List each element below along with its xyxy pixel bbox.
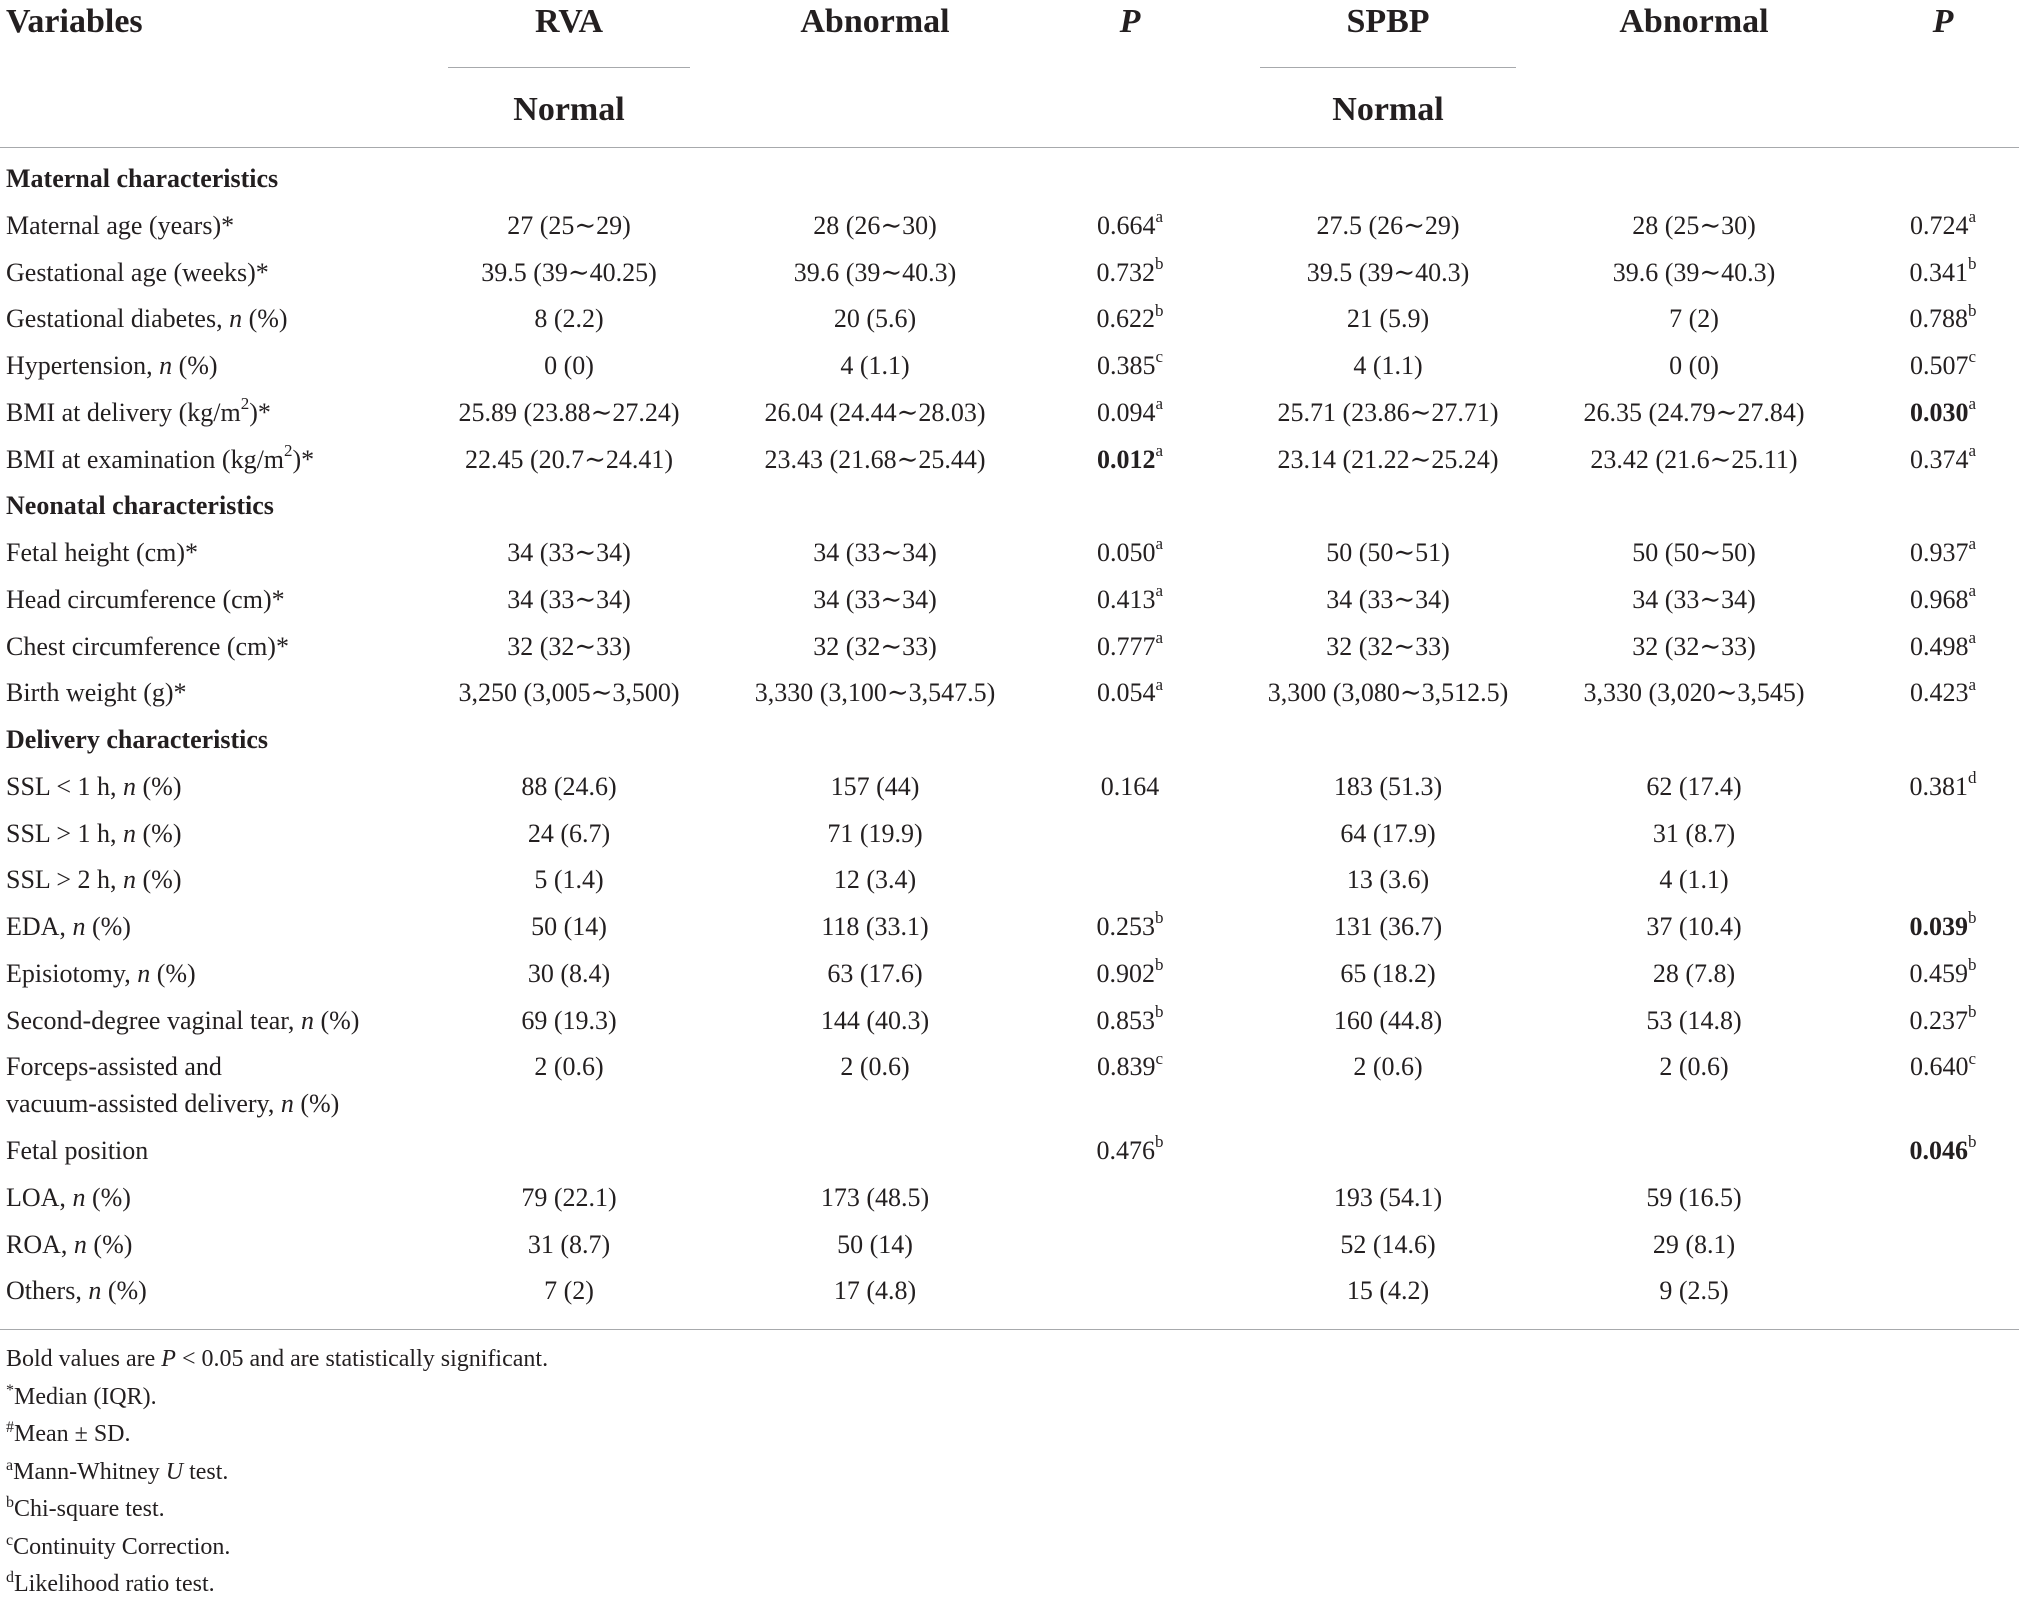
footnote-line (6, 1379, 548, 1417)
cell-rva-p (1097, 1132, 1164, 1169)
cell-rva-normal: 30 (8.4) (527, 958, 611, 988)
cell-spbp-normal: 39.5 (39∼40.3) (1306, 257, 1470, 287)
cell-spbp-abnormal: 29 (8.1) (1652, 1229, 1736, 1259)
p-value: 0.039 (1909, 912, 1968, 941)
cell-spbp-abnormal: 32 (32∼33) (1632, 631, 1756, 661)
cell-rva-normal: 69 (19.3) (521, 1005, 617, 1035)
header-spbp: SPBP (1346, 3, 1430, 40)
p-value: 0.423 (1909, 678, 1969, 708)
row-label: Gestational diabetes, n (%) (6, 304, 288, 334)
p-value-test-mark: a (1155, 207, 1164, 227)
row-label: ROA, n (%) (6, 1229, 133, 1259)
cell-rva-p (1097, 1048, 1163, 1085)
cell-rva-normal: 31 (8.7) (527, 1229, 611, 1259)
cell-spbp-abnormal: 0 (0) (1669, 351, 1719, 380)
cell-rva-abnormal: 26.04 (24.44∼28.03) (764, 397, 986, 427)
cell-spbp-abnormal: 2 (0.6) (1659, 1052, 1729, 1082)
p-value-test-mark: d (1968, 768, 1977, 788)
footnote-mark: c (6, 1531, 14, 1549)
header-bottom-rule (0, 147, 2019, 148)
p-value: 0.724 (1909, 210, 1969, 240)
cell-spbp-abnormal: 31 (8.7) (1652, 818, 1736, 848)
p-value-test-mark: a (1968, 627, 1977, 647)
cell-spbp-abnormal: 7 (2) (1669, 304, 1719, 334)
section-label: Maternal characteristics (6, 164, 279, 193)
p-value: 0.012 (1096, 444, 1156, 474)
row-label: LOA, n (%) (6, 1182, 131, 1212)
footnote-line (6, 1566, 548, 1604)
p-value-test-mark: b (1968, 1132, 1977, 1152)
p-value-test-mark: a (1155, 440, 1164, 460)
cell-spbp-abnormal: 28 (25∼30) (1632, 210, 1756, 240)
cell-rva-normal: 32 (32∼33) (507, 631, 631, 661)
table-bottom-rule (0, 1329, 2019, 1330)
row-label: SSL > 1 h, n (%) (6, 818, 182, 848)
p-value-test-mark: a (1155, 674, 1164, 694)
row-label: Gestational age (weeks)* (6, 257, 269, 287)
p-value: 0.732 (1096, 257, 1155, 287)
p-value: 0.777 (1096, 631, 1156, 661)
footnote-mark: a (6, 1456, 14, 1474)
cell-rva-normal: 27 (25∼29) (507, 210, 631, 240)
cell-spbp-normal: 2 (0.6) (1353, 1052, 1423, 1082)
cell-spbp-p (1910, 628, 1976, 665)
p-value-test-mark: c (1968, 1048, 1977, 1068)
p-value-test-mark: b (1968, 1001, 1977, 1021)
header-rva-normal: Normal (513, 91, 625, 128)
cell-rva-normal: 24 (6.7) (527, 818, 611, 848)
cell-rva-abnormal: 2 (0.6) (840, 1052, 910, 1082)
cell-spbp-p (1910, 254, 1977, 291)
cell-spbp-abnormal: 62 (17.4) (1646, 771, 1742, 801)
p-value-test-mark: a (1968, 440, 1977, 460)
header-spbp-abnormal: Abnormal (1619, 3, 1769, 40)
cell-rva-abnormal: 157 (44) (830, 771, 920, 801)
cell-rva-abnormal: 17 (4.8) (833, 1276, 917, 1306)
cell-rva-normal: 7 (2) (544, 1276, 594, 1306)
cell-rva-abnormal: 118 (33.1) (821, 912, 929, 941)
cell-rva-normal: 2 (0.6) (534, 1052, 604, 1082)
header-rva-abnormal: Abnormal (800, 3, 950, 40)
cell-rva-p (1097, 300, 1164, 337)
p-value: 0.498 (1909, 631, 1969, 661)
cell-spbp-p (1910, 347, 1976, 384)
cell-spbp-p (1910, 534, 1976, 571)
p-value: 0.413 (1096, 584, 1156, 614)
footnote-line (6, 1454, 548, 1492)
p-value: 0.788 (1909, 304, 1968, 334)
p-value-test-mark: c (1155, 347, 1164, 367)
cell-spbp-normal: 131 (36.7) (1333, 912, 1443, 941)
p-value: 0.164 (1100, 771, 1160, 801)
p-value: 0.374 (1909, 444, 1969, 474)
cell-spbp-p (1910, 441, 1976, 478)
row-label: Second-degree vaginal tear, n (%) (6, 1005, 360, 1035)
p-value: 0.237 (1909, 1005, 1968, 1035)
cell-rva-abnormal: 4 (1.1) (840, 351, 910, 380)
cell-spbp-p (1910, 674, 1976, 711)
p-value: 0.902 (1096, 958, 1155, 988)
cell-spbp-p (1910, 1132, 1977, 1169)
row-label: Episiotomy, n (%) (6, 958, 196, 988)
header-spbp-normal: Normal (1332, 91, 1444, 128)
cell-rva-abnormal: 28 (26∼30) (813, 210, 937, 240)
row-label: BMI at delivery $(kg/m^2)*$ (6, 394, 271, 427)
cell-rva-p (1097, 674, 1163, 711)
section-label: Delivery characteristics (6, 725, 269, 754)
p-value: 0.341 (1909, 257, 1968, 287)
cell-rva-p (1101, 768, 1160, 805)
cell-spbp-normal: 65 (18.2) (1340, 958, 1436, 988)
p-value: 0.459 (1909, 958, 1968, 988)
header-rva: RVA (534, 3, 604, 40)
p-value: 0.622 (1096, 304, 1155, 334)
footnote-mark: d (6, 1569, 14, 1586)
cell-rva-p (1097, 347, 1163, 384)
p-value-test-mark: b (1968, 908, 1977, 928)
cell-spbp-normal: 193 (54.1) (1333, 1182, 1443, 1212)
p-value: 0.839 (1096, 1052, 1156, 1082)
cell-spbp-abnormal: 4 (1.1) (1659, 865, 1729, 895)
p-value-test-mark: b (1155, 1132, 1164, 1152)
section-label: Neonatal characteristics (6, 491, 274, 521)
row-label: BMI at examination $(kg/m^2)*$ (6, 440, 315, 474)
cell-spbp-p (1910, 1002, 1977, 1039)
p-value: 0.664 (1096, 210, 1156, 240)
cell-rva-abnormal: 39.6 (39∼40.3) (793, 257, 957, 287)
footnote-text: Chi-square test. (14, 1496, 165, 1522)
cell-rva-p (1097, 207, 1163, 244)
footnote-line (6, 1416, 548, 1454)
cell-rva-p (1097, 441, 1163, 478)
p-value-test-mark: a (1155, 581, 1164, 601)
p-value: 0.640 (1909, 1052, 1969, 1082)
cell-rva-abnormal: 23.43 (21.68∼25.44) (764, 444, 986, 474)
cell-rva-p (1097, 908, 1164, 945)
cell-rva-p (1097, 534, 1163, 571)
p-value-test-mark: b (1155, 1001, 1164, 1021)
footnote-mark: b (6, 1494, 14, 1511)
footnote-line (6, 1529, 548, 1567)
cell-spbp-normal: 3,300 (3,080∼3,512.5) (1267, 678, 1509, 708)
cell-spbp-p (1910, 955, 1977, 992)
cell-spbp-p (1910, 394, 1976, 431)
row-label: SSL < 1 h, n (%) (6, 771, 182, 801)
footnote-text: Median (IQR). (14, 1383, 157, 1410)
p-value: 0.385 (1096, 351, 1156, 380)
p-value: 0.937 (1909, 538, 1969, 567)
cell-rva-abnormal: 32 (32∼33) (813, 631, 937, 661)
cell-spbp-normal: 25.71 (23.86∼27.71) (1277, 397, 1499, 427)
cell-spbp-abnormal: 53 (14.8) (1646, 1005, 1742, 1035)
cell-rva-normal: 0 (0) (544, 351, 594, 380)
cell-spbp-abnormal: 26.35 (24.79∼27.84) (1583, 397, 1805, 427)
footnote-text: Continuity Correction. (13, 1533, 231, 1560)
p-value: 0.030 (1909, 397, 1969, 427)
cell-rva-normal: 5 (1.4) (534, 865, 604, 895)
cell-rva-normal: 25.89 (23.88∼27.24) (458, 397, 680, 427)
p-value-test-mark: b (1155, 300, 1164, 320)
p-value-test-mark: b (1968, 955, 1977, 975)
p-value: 0.046 (1909, 1136, 1968, 1165)
p-value-test-mark: a (1155, 394, 1164, 414)
row-label: Fetal height (cm)* (6, 538, 199, 567)
cell-rva-abnormal: 50 (14) (837, 1229, 913, 1259)
cell-spbp-abnormal: 59 (16.5) (1646, 1182, 1742, 1212)
p-value: 0.054 (1096, 678, 1156, 708)
footnote-text: Bold values are P < 0.05 and are statistically significant. (6, 1346, 549, 1372)
p-value: 0.476 (1096, 1136, 1155, 1165)
footnote-text: Mean ± SD. (14, 1421, 131, 1447)
cell-spbp-normal: 64 (17.9) (1340, 818, 1436, 848)
p-value-test-mark: b (1155, 908, 1164, 928)
row-label: Hypertension, n (%) (6, 351, 218, 380)
cell-spbp-p (1910, 300, 1977, 337)
cell-spbp-p (1910, 768, 1977, 805)
p-value-test-mark: a (1968, 394, 1977, 414)
cell-rva-normal: 88 (24.6) (521, 771, 617, 801)
row-label: SSL > 2 h, n (%) (6, 865, 182, 895)
cell-spbp-normal: 52 (14.6) (1340, 1229, 1436, 1259)
p-value-test-mark: c (1968, 347, 1977, 367)
cell-rva-normal: 34 (33∼34) (507, 538, 631, 567)
header-p-spbp: P (1932, 3, 1954, 40)
p-value-test-mark: a (1968, 534, 1977, 554)
footnote-mark: # (6, 1419, 14, 1436)
footnote-line (6, 1341, 548, 1379)
cell-spbp-normal: 23.14 (21.22∼25.24) (1277, 444, 1499, 474)
row-label: Head circumference (cm)* (6, 584, 285, 614)
row-label: Maternal age (years)* (6, 210, 235, 240)
cell-spbp-normal: 4 (1.1) (1353, 351, 1423, 380)
p-value-test-mark: b (1155, 955, 1164, 975)
cell-rva-p (1097, 394, 1163, 431)
p-value: 0.381 (1909, 771, 1968, 801)
cell-spbp-abnormal: 37 (10.4) (1646, 912, 1742, 941)
cell-rva-normal: 39.5 (39∼40.25) (481, 257, 657, 287)
cell-spbp-abnormal: 39.6 (39∼40.3) (1612, 257, 1776, 287)
footnote-text: Mann-Whitney U test. (13, 1458, 229, 1485)
cell-rva-abnormal: 12 (3.4) (833, 865, 917, 895)
cell-rva-normal: 79 (22.1) (521, 1182, 617, 1212)
p-value-test-mark: c (1155, 1048, 1164, 1068)
cell-rva-abnormal: 173 (48.5) (820, 1182, 930, 1212)
cell-rva-abnormal: 3,330 (3,100∼3,547.5) (754, 678, 996, 708)
rva-group-rule (448, 67, 690, 68)
cell-rva-p (1097, 581, 1163, 618)
p-value-test-mark: a (1968, 674, 1977, 694)
p-value-test-mark: a (1155, 627, 1164, 647)
cell-spbp-p (1910, 1048, 1976, 1085)
cell-rva-p (1097, 254, 1164, 291)
cell-rva-abnormal: 63 (17.6) (827, 958, 923, 988)
cell-spbp-abnormal: 3,330 (3,020∼3,545) (1583, 678, 1805, 708)
cell-spbp-normal: 160 (44.8) (1333, 1005, 1443, 1035)
cell-rva-normal: 50 (14) (531, 912, 607, 941)
cell-rva-normal: 3,250 (3,005∼3,500) (458, 678, 680, 708)
p-value-test-mark: b (1155, 253, 1164, 273)
footnotes (6, 1341, 548, 1604)
cell-spbp-p (1910, 207, 1976, 244)
cell-rva-p (1097, 628, 1163, 665)
cell-spbp-p (1910, 908, 1977, 945)
cell-rva-abnormal: 34 (33∼34) (813, 584, 937, 614)
cell-spbp-normal: 32 (32∼33) (1326, 631, 1450, 661)
cell-spbp-normal: 34 (33∼34) (1326, 584, 1450, 614)
p-value: 0.050 (1096, 538, 1156, 567)
row-label: Birth weight (g)* (6, 678, 187, 708)
p-value: 0.094 (1096, 397, 1156, 427)
cell-spbp-normal: 21 (5.9) (1346, 304, 1430, 334)
cell-rva-abnormal: 71 (19.9) (827, 818, 923, 848)
cell-rva-normal: 34 (33∼34) (507, 584, 631, 614)
footnote-text: Likelihood ratio test. (14, 1571, 215, 1597)
p-value-test-mark: a (1968, 581, 1977, 601)
header-variables: Variables (6, 3, 143, 40)
cell-rva-p (1097, 955, 1164, 992)
footnote-mark: * (6, 1381, 14, 1399)
cell-rva-normal: 22.45 (20.7∼24.41) (464, 444, 674, 474)
cell-spbp-p (1910, 581, 1976, 618)
cell-spbp-normal: 27.5 (26∼29) (1316, 210, 1460, 240)
p-value-test-mark: b (1968, 253, 1977, 273)
cell-rva-abnormal: 34 (33∼34) (813, 538, 937, 567)
cell-spbp-abnormal: 28 (7.8) (1652, 958, 1736, 988)
spbp-group-rule (1260, 67, 1516, 68)
row-label: Chest circumference (cm)* (6, 631, 289, 661)
cell-spbp-normal: 15 (4.2) (1346, 1276, 1430, 1306)
footnote-line (6, 1491, 548, 1529)
cell-spbp-abnormal: 9 (2.5) (1659, 1276, 1729, 1306)
cell-spbp-normal: 50 (50∼51) (1326, 538, 1450, 567)
cell-rva-abnormal: 144 (40.3) (820, 1005, 930, 1035)
row-label: Fetal position (6, 1136, 149, 1165)
header-p-rva: P (1119, 3, 1141, 40)
p-value-test-mark: a (1968, 207, 1977, 227)
cell-spbp-abnormal: 50 (50∼50) (1632, 538, 1756, 567)
cell-spbp-normal: 183 (51.3) (1333, 771, 1443, 801)
p-value: 0.253 (1096, 912, 1155, 941)
row-label: EDA, n (%) (6, 912, 131, 941)
cell-spbp-abnormal: 34 (33∼34) (1632, 584, 1756, 614)
row-label: Forceps-assisted and vacuum-assisted delivery, n (%) (6, 1052, 340, 1119)
p-value: 0.853 (1096, 1005, 1155, 1035)
cell-rva-normal: 8 (2.2) (534, 304, 604, 334)
p-value-test-mark: b (1968, 300, 1977, 320)
cell-spbp-abnormal: 23.42 (21.6∼25.11) (1590, 444, 1798, 474)
row-label: Others, n (%) (6, 1276, 147, 1306)
p-value: 0.968 (1909, 584, 1969, 614)
cell-spbp-normal: 13 (3.6) (1346, 865, 1430, 895)
cell-rva-abnormal: 20 (5.6) (833, 304, 917, 334)
cell-rva-p (1097, 1002, 1164, 1039)
p-value: 0.507 (1909, 351, 1969, 380)
p-value-test-mark: a (1155, 534, 1164, 554)
